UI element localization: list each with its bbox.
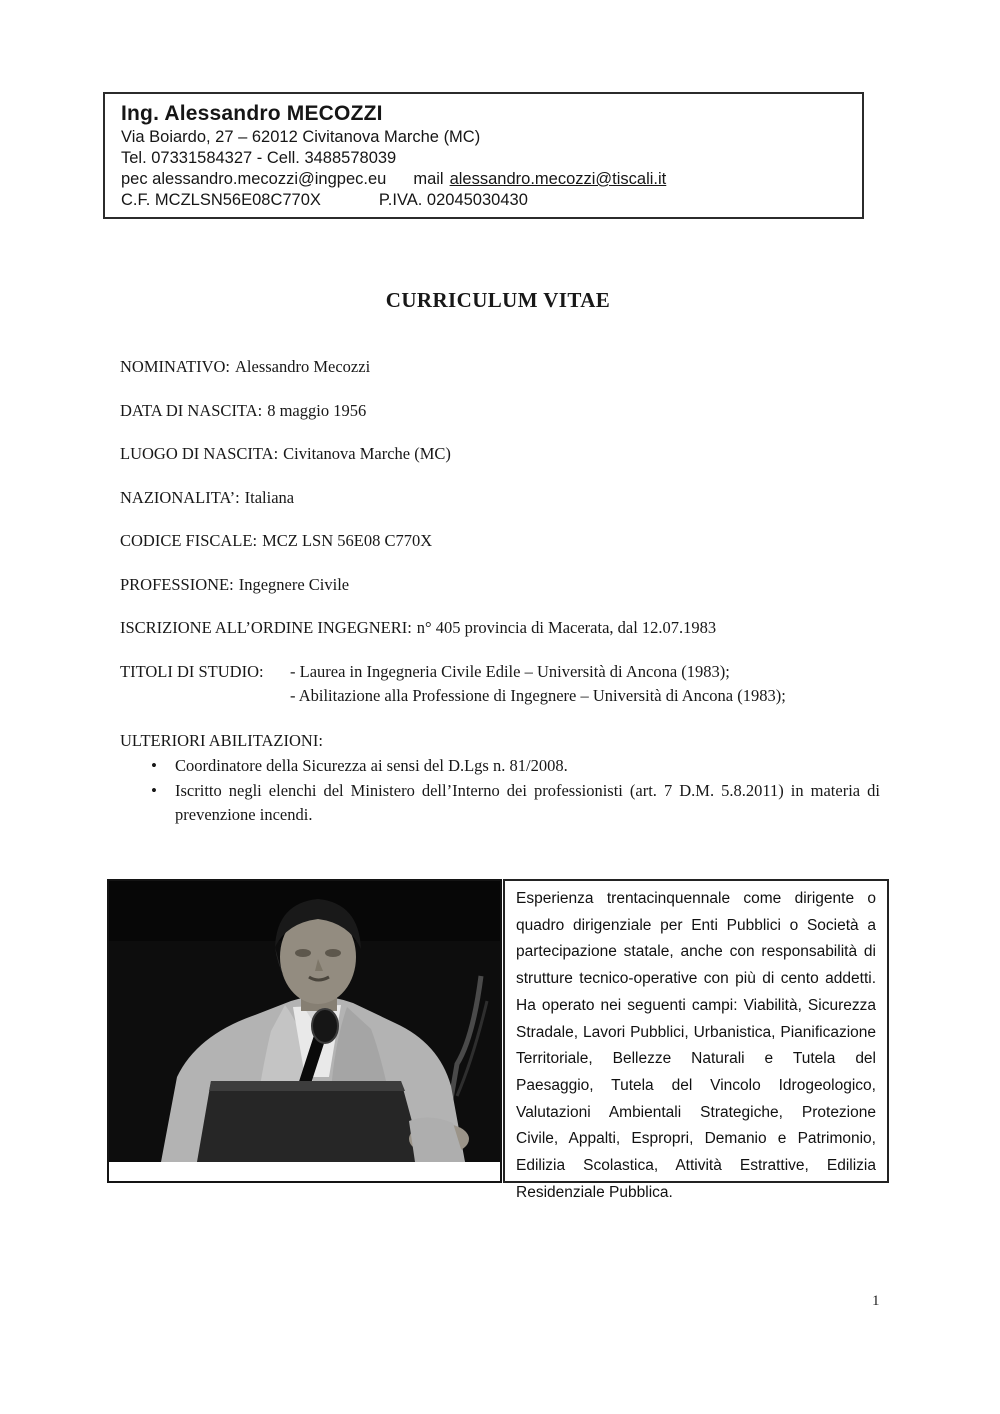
titoli-di-studio-block bbox=[120, 660, 910, 708]
experience-summary-box bbox=[503, 879, 889, 1201]
abilitazioni-item: • Iscritto negli elenchi del Ministero dell’Interno dei professionisti (art. 7 D.M. 5.8.2011) in materia di prevenzione incendi. bbox=[120, 779, 880, 828]
field-professione bbox=[120, 575, 349, 595]
page-number: 1 bbox=[872, 1293, 880, 1309]
field-label: LUOGO DI NASCITA: bbox=[120, 444, 279, 463]
field-value: Italiana bbox=[244, 488, 295, 507]
titoli-label: TITOLI DI STUDIO: bbox=[120, 662, 264, 681]
field-value: MCZ LSN 56E08 C770X bbox=[262, 531, 433, 550]
field-label: PROFESSIONE: bbox=[120, 575, 234, 594]
field-iscrizione-ordine bbox=[120, 618, 716, 638]
field-label: DATA DI NASCITA: bbox=[120, 401, 263, 420]
speaker-portrait-photo bbox=[109, 881, 500, 1162]
titoli-lines bbox=[290, 660, 786, 708]
field-label: NOMINATIVO: bbox=[120, 357, 230, 376]
contact-header-box bbox=[103, 92, 864, 219]
person-name: Ing. Alessandro MECOZZI bbox=[121, 102, 383, 125]
abilitazioni-label: ULTERIORI ABILITAZIONI: bbox=[120, 731, 323, 750]
ulteriori-abilitazioni-block bbox=[120, 729, 888, 828]
field-luogo-di-nascita bbox=[120, 444, 451, 464]
mail-label: mail bbox=[413, 170, 444, 188]
pec-address: pec alessandro.mecozzi@ingpec.eu bbox=[121, 170, 387, 188]
field-label: ISCRIZIONE ALL’ORDINE INGEGNERI: bbox=[120, 618, 412, 637]
field-value: Ingegnere Civile bbox=[238, 575, 350, 594]
field-value: n° 405 provincia di Macerata, dal 12.07.1983 bbox=[416, 618, 717, 637]
titoli-line-1: - Laurea in Ingegneria Civile Edile – Università di Ancona (1983); bbox=[290, 662, 730, 681]
partita-iva: P.IVA. 02045030430 bbox=[378, 191, 528, 209]
abilitazioni-list bbox=[120, 754, 888, 828]
field-codice-fiscale bbox=[120, 531, 432, 551]
field-label: NAZIONALITA’: bbox=[120, 488, 240, 507]
portrait-photo-frame bbox=[107, 879, 502, 1183]
abilitazioni-item: • Coordinatore della Sicurezza ai sensi del D.Lgs n. 81/2008. bbox=[120, 754, 880, 779]
field-value: 8 maggio 1956 bbox=[267, 401, 367, 420]
field-nominativo bbox=[120, 357, 370, 377]
field-label: CODICE FISCALE: bbox=[120, 531, 258, 550]
experience-text: Esperienza trentacinquennale come dirigente o quadro dirigenziale per Enti Pubblici o Società a partecipazione statale, anche con responsabilità di strutture tecnico-operative con più di cento addetti. Ha operato nei seguenti campi: Viabilità, Sicurezza Stradale, Lavori Pubblici, Urbanistica, Pianificazione Territoriale, Bellezze Naturali e Tutela del Paesaggio, Tutela del Vincolo Idrogeologico, Valutazioni Ambientali Strategiche, Protezione Civile, Appalti, Espropri, Demanio e Patrimonio, Edilizia Scolastica, Attività Estrattive, Edilizia Residenziale Pubblica. bbox=[516, 890, 876, 1201]
mail-address-link[interactable]: alessandro.mecozzi@tiscali.it bbox=[449, 170, 667, 188]
phone-line: Tel. 07331584327 - Cell. 3488578039 bbox=[121, 149, 397, 167]
field-nazionalita bbox=[120, 488, 294, 508]
email-line bbox=[121, 169, 852, 190]
field-value: Alessandro Mecozzi bbox=[235, 357, 371, 376]
titoli-line-2: - Abilitazione alla Professione di Ingegnere – Università di Ancona (1983); bbox=[290, 686, 786, 705]
document-title: CURRICULUM VITAE bbox=[385, 288, 611, 312]
address-line: Via Boiardo, 27 – 62012 Civitanova Marche (MC) bbox=[121, 128, 481, 146]
codice-fiscale: C.F. MCZLSN56E08C770X bbox=[121, 191, 321, 209]
field-value: Civitanova Marche (MC) bbox=[283, 444, 451, 463]
podium bbox=[197, 1081, 423, 1162]
fiscal-line bbox=[121, 190, 852, 211]
field-data-di-nascita bbox=[120, 401, 366, 421]
